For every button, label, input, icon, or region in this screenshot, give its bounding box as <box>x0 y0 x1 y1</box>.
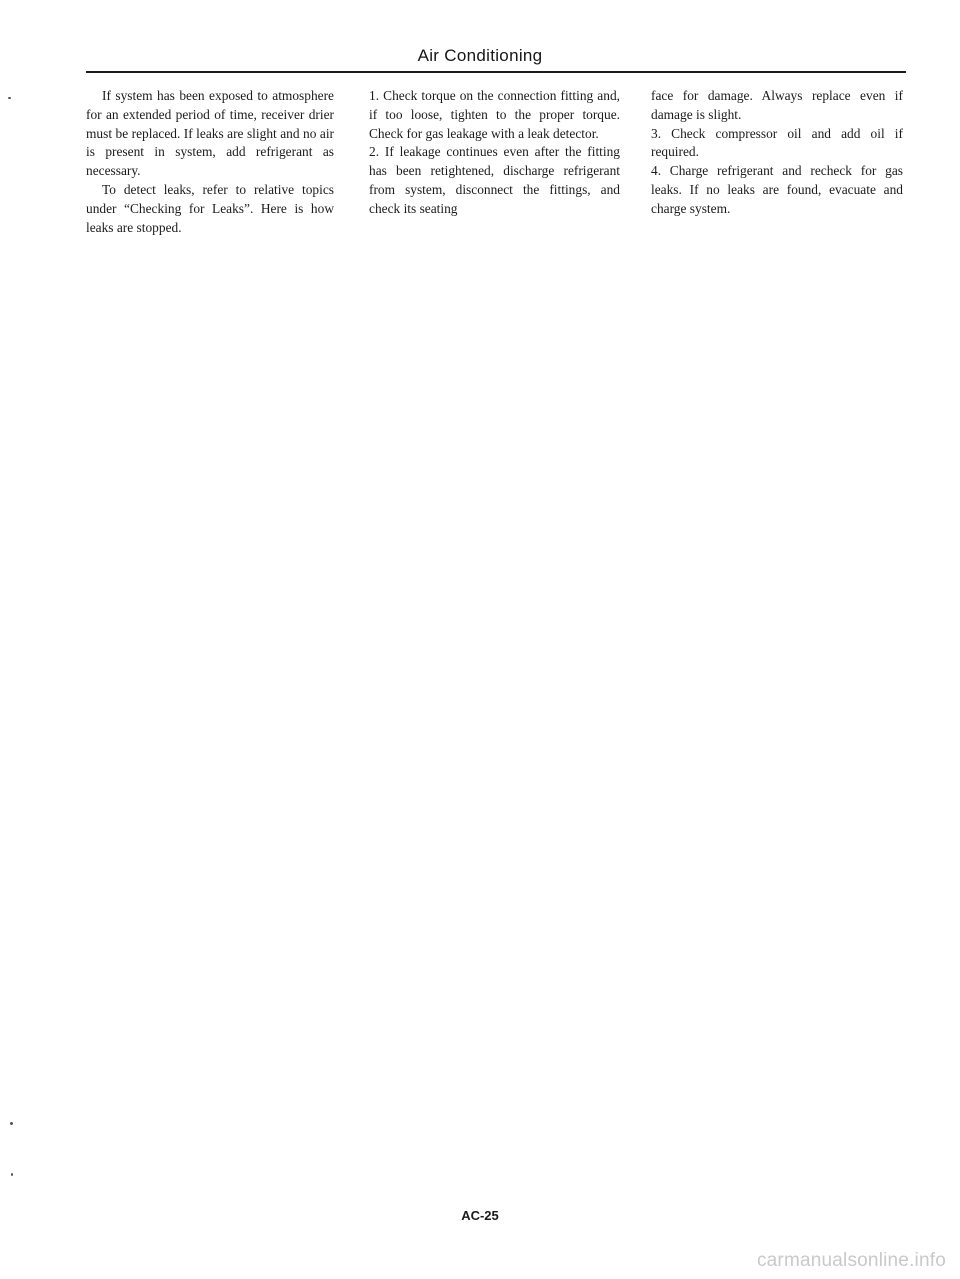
paragraph: To detect leaks, refer to relative topics under “Checking for Leaks”. Here is how leaks are stopped. <box>86 181 334 235</box>
scan-speck <box>8 97 11 99</box>
text-column-middle <box>369 87 620 219</box>
header-rule <box>86 71 906 73</box>
paragraph: 2. If leakage continues even after the fitting has been retightened, discharge refrigerant from system, disconnect the fittings, and check its seating <box>369 144 620 216</box>
watermark: carmanualsonline.info <box>756 1250 946 1271</box>
page-number: AC-25 <box>461 1208 499 1223</box>
page-title: Air Conditioning <box>417 46 543 65</box>
paragraph: 3. Check compressor oil and add oil if required. <box>651 125 903 160</box>
paragraph: face for damage. Always replace even if damage is slight. <box>651 88 903 122</box>
scan-speck <box>10 1122 13 1125</box>
paragraph: 1. Check torque on the connection fitting and, if too loose, tighten to the proper torque. Check for gas leakage with a leak detector. <box>369 88 620 141</box>
text-column-left <box>86 87 334 237</box>
text-column-right <box>651 87 903 219</box>
scan-speck <box>11 1173 13 1176</box>
paragraph: 4. Charge refrigerant and recheck for gas leaks. If no leaks are found, evacuate and charge system. <box>651 163 903 216</box>
paragraph: If system has been exposed to atmosphere for an extended period of time, receiver drier must be replaced. If leaks are slight and no air is present in system, add refrigerant as necessary. <box>86 88 334 179</box>
